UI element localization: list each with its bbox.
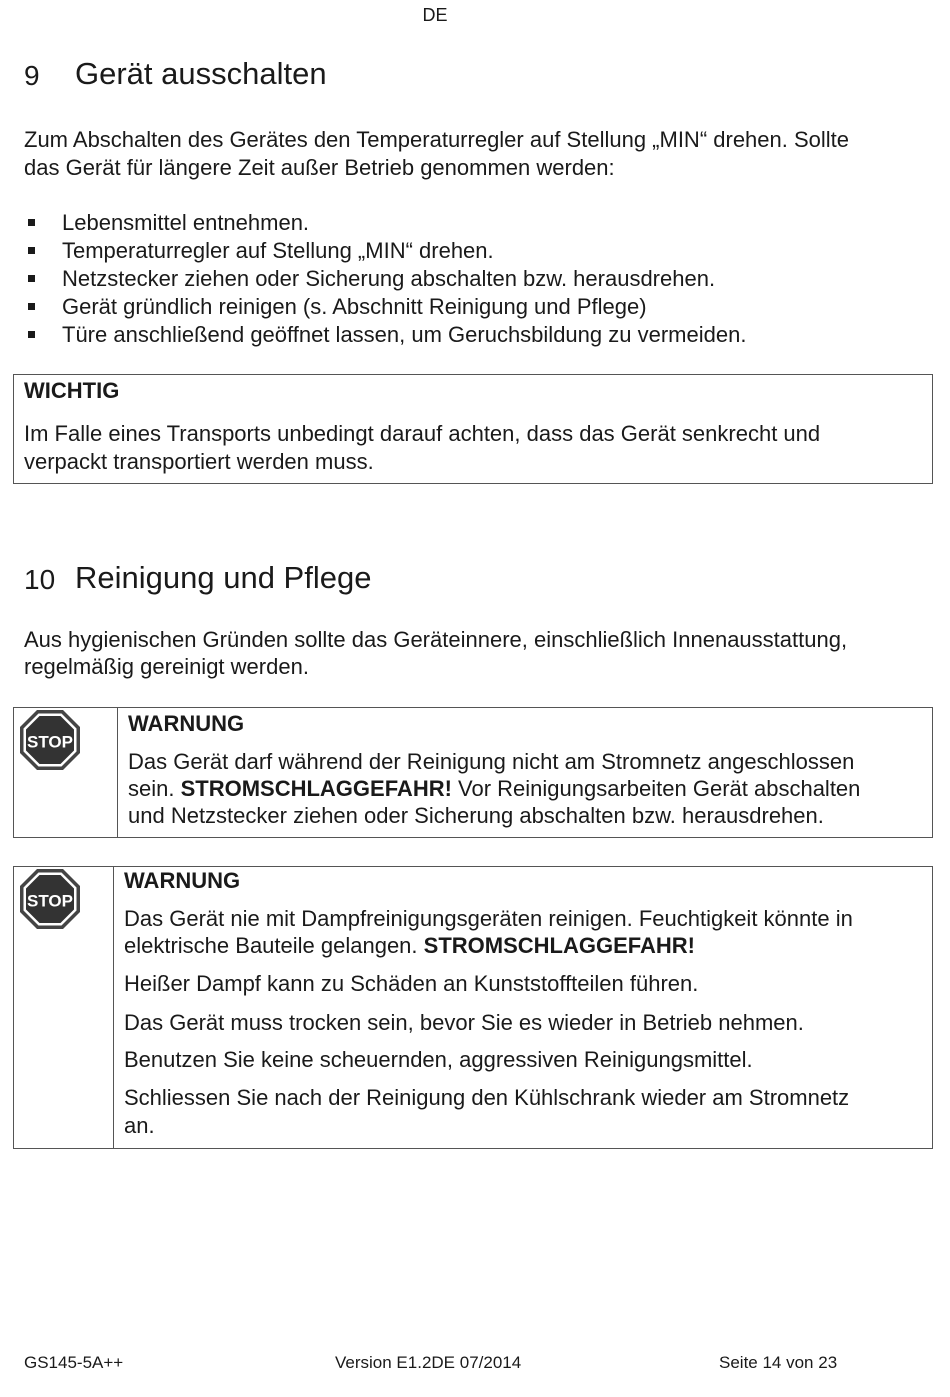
bullet-icon: [28, 219, 35, 226]
stop-sign-cell: [14, 708, 118, 837]
warning-2-line-2: elektrische Bauteile gelangen. STROMSCHLAGGEFAHR!: [124, 933, 695, 958]
footer-model: GS145-5A++: [24, 1353, 124, 1372]
warning-2-text: [114, 867, 932, 1148]
shock-hazard-text: STROMSCHLAGGEFAHR!: [423, 933, 695, 958]
bullet-icon: [28, 275, 35, 282]
section-10-number: 10: [24, 564, 56, 595]
warning-1-title: WARNUNG: [128, 711, 245, 736]
important-box: [13, 374, 933, 484]
section-9-number: 9: [24, 60, 40, 91]
section-10-title: Reinigung und Pflege: [75, 560, 372, 595]
warning-2-cleaner-note: Benutzen Sie keine scheuernden, aggressiven Reinigungsmittel.: [124, 1047, 753, 1072]
list-item: Netzstecker ziehen oder Sicherung abschalten bzw. herausdrehen.: [24, 265, 746, 293]
warning-box-2: [13, 866, 933, 1149]
warning-1-line-1: Das Gerät darf während der Reinigung nicht am Stromnetz angeschlossen: [128, 749, 855, 774]
warning-2-reconnect-line-1: Schliessen Sie nach der Reinigung den Kühlschrank wieder am Stromnetz: [124, 1085, 850, 1110]
warning-2-title: WARNUNG: [124, 868, 241, 893]
shutdown-steps-list: [24, 209, 746, 349]
stop-sign-label: STOP: [27, 732, 73, 752]
footer-version: Version E1.2DE 07/2014: [335, 1353, 522, 1372]
warning-2-reconnect-line-2: an.: [124, 1113, 155, 1138]
section-9-intro-line-1: Zum Abschalten des Gerätes den Temperaturregler auf Stellung „MIN“ drehen. Sollte: [24, 127, 850, 152]
warning-2-dry-note: Das Gerät muss trocken sein, bevor Sie es wieder in Betrieb nehmen.: [124, 1010, 804, 1035]
warning-1-text: [118, 708, 932, 837]
warning-box-1: [13, 707, 933, 838]
bullet-icon: [28, 303, 35, 310]
section-9-intro-line-2: das Gerät für längere Zeit außer Betrieb genommen werden:: [24, 155, 615, 180]
footer-page-number: Seite 14 von 23: [719, 1353, 838, 1372]
warning-1-line-3: und Netzstecker ziehen oder Sicherung abschalten bzw. herausdrehen.: [128, 803, 824, 828]
list-item: Lebensmittel entnehmen.: [24, 209, 746, 237]
shock-hazard-text: STROMSCHLAGGEFAHR!: [180, 776, 452, 801]
warning-2-steam-note: Heißer Dampf kann zu Schäden an Kunststoffteilen führen.: [124, 971, 699, 996]
list-item: Gerät gründlich reinigen (s. Abschnitt Reinigung und Pflege): [24, 293, 746, 321]
important-line-2: verpackt transportiert werden muss.: [24, 449, 374, 474]
bullet-icon: [28, 247, 35, 254]
stop-sign-cell: [14, 867, 114, 1148]
section-9-title: Gerät ausschalten: [75, 56, 327, 91]
stop-sign-label: STOP: [27, 891, 73, 911]
important-title: WICHTIG: [24, 378, 120, 403]
stop-sign-icon: [18, 708, 82, 772]
warning-2-line-1: Das Gerät nie mit Dampfreinigungsgeräten reinigen. Feuchtigkeit könnte in: [124, 906, 853, 931]
section-10-intro-line-2: regelmäßig gereinigt werden.: [24, 654, 309, 679]
language-code: DE: [422, 5, 448, 25]
list-item: Türe anschließend geöffnet lassen, um Geruchsbildung zu vermeiden.: [24, 321, 746, 349]
important-line-1: Im Falle eines Transports unbedingt darauf achten, dass das Gerät senkrecht und: [24, 421, 821, 446]
stop-sign-icon: [18, 867, 82, 931]
list-item: Temperaturregler auf Stellung „MIN“ drehen.: [24, 237, 746, 265]
bullet-icon: [28, 331, 35, 338]
warning-1-line-2: sein. STROMSCHLAGGEFAHR! Vor Reinigungsarbeiten Gerät abschalten: [128, 776, 861, 801]
section-10-intro-line-1: Aus hygienischen Gründen sollte das Geräteinnere, einschließlich Innenausstattung,: [24, 627, 848, 652]
